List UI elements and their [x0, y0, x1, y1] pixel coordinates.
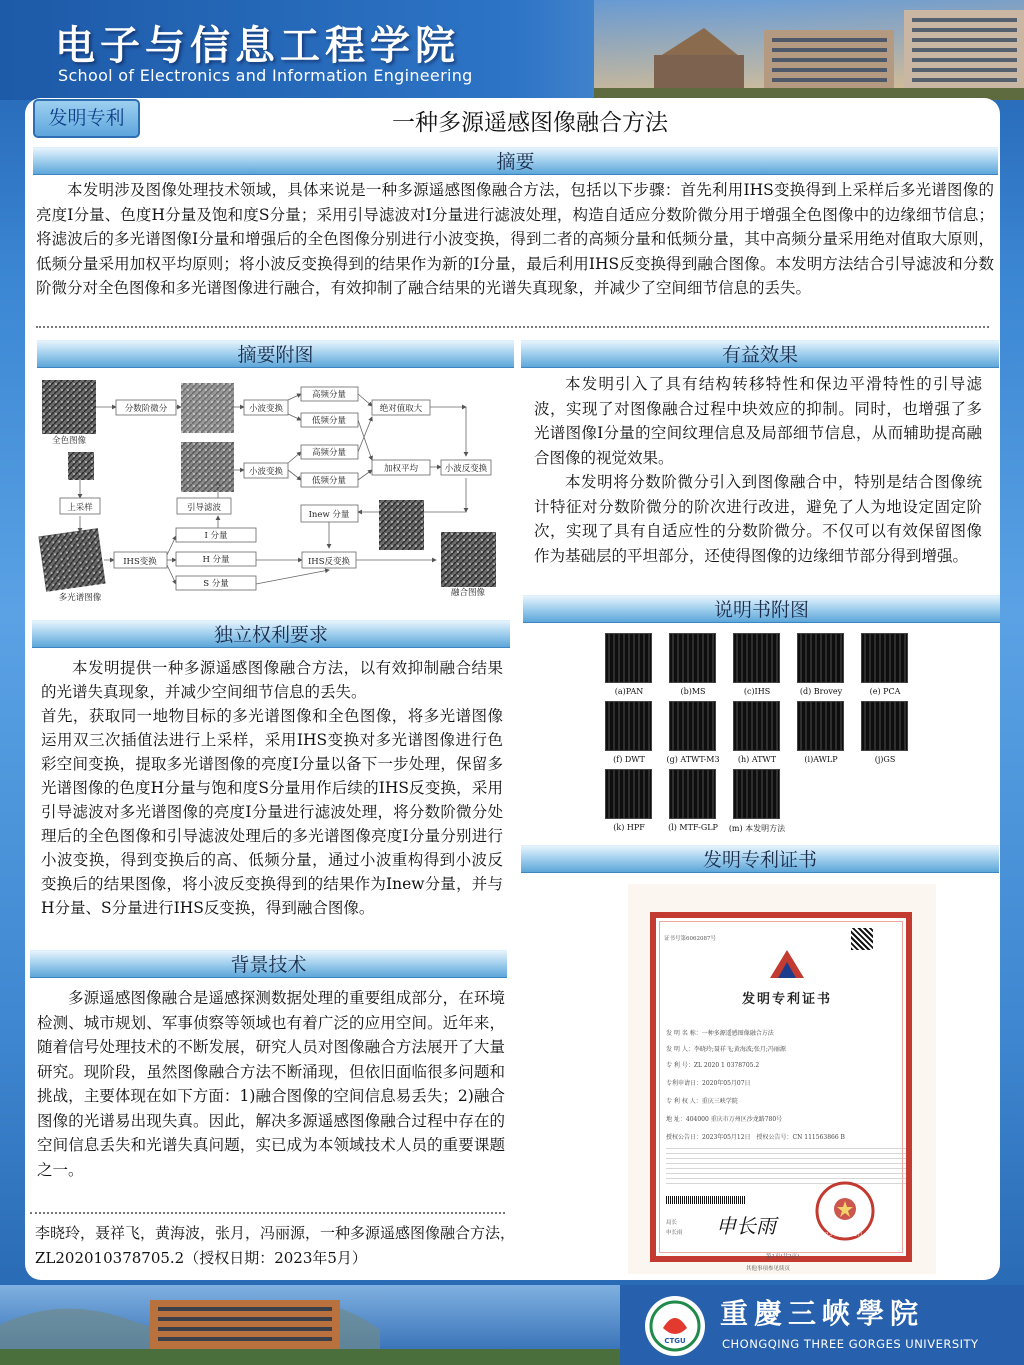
- cert-apply-line: 专利申请日：2020年05月07日: [666, 1080, 751, 1087]
- director-signature: 申长雨: [716, 1214, 776, 1238]
- cert-grant-line: 授权公告日：2023年05月12日 授权公告号：CN 111563866 B: [666, 1134, 845, 1141]
- citation: 李晓玲，聂祥飞，黄海波，张月，冯丽源，一种多源遥感图像融合方法，ZL202010378705.2（授权日期：2023年5月）: [35, 1224, 516, 1267]
- spec-figure-label: (m) 本发明方法: [728, 824, 786, 833]
- spec-figure-label: (j)GS: [874, 755, 896, 764]
- fc-label-absmax: 绝对值取大: [379, 404, 423, 414]
- fc-label-scomp: S 分量: [203, 579, 229, 589]
- spec-figure-thumb: [733, 633, 780, 683]
- college-title-cn: 电子与信息工程学院: [55, 22, 460, 69]
- patent-title: 一种多源遥感图像融合方法: [392, 110, 668, 136]
- cnipa-emblem-icon: [766, 948, 808, 982]
- spec-figure-thumb: [669, 633, 716, 683]
- spec-figure-label: (k) HPF: [613, 823, 645, 832]
- spec-figure-label: (i)AWLP: [804, 755, 838, 764]
- fc-label-frac: 分数阶微分: [124, 404, 168, 414]
- spec-figure-label: (a)PAN: [614, 687, 644, 696]
- inew-image-thumb: [379, 500, 424, 550]
- spec-figure-thumb: [605, 769, 652, 819]
- spec-figure-label: (e) PCA: [869, 687, 901, 696]
- patent-certificate-image: [628, 884, 936, 1274]
- cert-director-name: 申长雨: [666, 1230, 683, 1236]
- claims-text: 本发明提供一种多源遥感图像融合方法，以有效抑制融合结果的光谱失真现象，并减少空间细节信息的丢失。 首先，获取同一地物目标的多光谱图像和全色图像，将多光谱图像运用双三次插值法进行上采样，采用IHS变换对多光谱图像进行色彩空间变换，提取多光谱图像的亮度I分量以备下一步处理，保留多光谱图像的色度H分量与饱和度S分量用作后续的IHS反变换，采用引导滤波对多光谱图像的亮度I分量进行滤波处理，将分数阶微分处理后的全色图像和引导滤波处理后的多光谱图像亮度I分量分别进行小波变换，得到变换后的高、低频分量，通过小波重构得到小波反变换后的结果图像，将小波反变换得到的结果作为Inew分量，并与H分量、S分量进行IHS反变换，得到融合图像。: [41, 659, 503, 917]
- cert-title: 发明专利证书: [741, 992, 832, 1007]
- logo-text: CTGU: [664, 1337, 686, 1345]
- section-heading-abstract: 摘要: [33, 147, 998, 175]
- fc-label-iwt: 小波反变换: [444, 464, 488, 474]
- fc-label-upsample: 上采样: [67, 503, 93, 513]
- fc-label-ihs: IHS变换: [123, 557, 157, 567]
- college-title-en: School of Electronics and Information Engineering: [58, 66, 473, 85]
- section-heading-certificate: 发明专利证书: [521, 845, 999, 873]
- fc-label-guided: 引导滤波: [186, 503, 222, 513]
- fc-label-ms: 多光谱图像: [58, 593, 102, 603]
- qr-code-icon: [851, 928, 873, 950]
- spec-figure-label: (b)MS: [680, 687, 706, 696]
- cert-footer-note: 其他事项参见续页: [746, 1266, 791, 1272]
- spec-figure-label: (h) ATWT: [737, 755, 777, 764]
- background-text: 多源遥感图像融合是遥感探测数据处理的重要组成部分，在环境检测、城市规划、军事侦察等领域也有着广泛的应用空间。近年来，随着信号处理技术的不断发展，研究人员对图像融合方法展开了大量研究。现阶段，虽然图像融合方法不断涌现，但依旧面临很多问题和挑战，主要体现在如下方面：1)融合图像的空间信息易丢失；2)融合图像的光谱易出现失真。因此，解决多源遥感图像融合过程中存在的空间信息丢失和光谱失真问题，实已成为本领域技术人员的重要课题之一。: [37, 989, 505, 1179]
- fc-label-icomp: I 分量: [204, 531, 228, 541]
- spec-figure-thumb: [669, 769, 716, 819]
- fc-label-wavg: 加权平均: [383, 464, 419, 474]
- pan-image-thumb: [42, 380, 96, 434]
- fc-label-hcomp: H 分量: [202, 555, 230, 565]
- abstract-text: 本发明涉及图像处理技术领域，具体来说是一种多源遥感图像融合方法，包括以下步骤：首先利用IHS变换得到上采样后多光谱图像的亮度I分量、色度H分量及饱和度S分量；采用引导滤波对I分量进行滤波处理，构造自适应分数阶微分用于增强全色图像中的边缘细节信息；将滤波后的多光谱图像I分量和增强后的全色图像分别进行小波变换，得到二者的高频分量和低频分量，其中高频分量采用绝对值取大原则，低频分量采用加权平均原则；将小波反变换得到的结果作为新的I分量，最后利用IHS反变换得到融合图像。本发明方法结合引导滤波和分数阶微分对全色图像和多光谱图像进行融合，有效抑制了融合结果的光谱失真现象，并减少了空间细节信息的丢失。: [36, 181, 994, 297]
- spec-figure-thumb: [605, 633, 652, 683]
- spec-figure-label: (c)IHS: [743, 687, 771, 696]
- fused-image-thumb: [441, 532, 496, 587]
- section-heading-benefit: 有益效果: [521, 340, 999, 368]
- fc-label-lf1: 低频分量: [311, 416, 347, 426]
- fc-label-inew: Inew 分量: [308, 510, 350, 520]
- spec-figure-thumb: [605, 701, 652, 751]
- fc-label-wt2: 小波变换: [248, 467, 284, 477]
- spec-figure-label: (f) DWT: [613, 755, 645, 764]
- spec-figure-label: (g) ATWT-M3: [666, 755, 720, 764]
- spec-figure-thumb: [861, 633, 908, 683]
- spec-figure-thumb: [797, 633, 844, 683]
- ms-image-thumb: [38, 528, 105, 592]
- section-heading-spec-figure: 说明书附图: [523, 595, 1000, 623]
- cert-name-line: 发 明 名 称：一种多源遥感图像融合方法: [666, 1030, 774, 1037]
- cert-page-note: 第1页(共2页): [766, 1254, 800, 1260]
- cert-inventor-line: 发 明 人：李晓玲;聂祥飞;黄海波;张月;冯丽源: [666, 1046, 786, 1053]
- section-heading-claims: 独立权利要求: [32, 620, 510, 648]
- divider: [36, 326, 989, 328]
- spec-figure-thumb: [733, 769, 780, 819]
- section-heading-background: 背景技术: [30, 950, 507, 978]
- fc-label-lf2: 低频分量: [311, 476, 347, 486]
- seal-date: 2023年05月12日: [818, 1232, 863, 1238]
- abstract-flowchart: [36, 370, 514, 605]
- spec-figure-label: (d) Brovey: [799, 687, 843, 696]
- fc-label-fused: 融合图像: [450, 588, 486, 598]
- spec-figure-thumb: [669, 701, 716, 751]
- spec-figure-grid: [600, 633, 930, 843]
- spec-figure-thumb: [861, 701, 908, 751]
- benefit-text: 本发明引入了具有结构转移特性和保边平滑特性的引导滤波，实现了对图像融合过程中块效应的抑制。同时，也增强了多光谱图像I分量的空间纹理信息及局部细节信息，从而辅助提高融合图像的视觉效果。 本发明将分数阶微分引入到图像融合中，特别是结合图像统计特征对分数阶微分的阶次进行改进，避免了人为地设定固定阶次，实现了具有自适应性的分数阶微分。不仅可以有效保留图像作为基础层的平坦部分，还使得图像的边缘细节部分得到增强。: [534, 375, 982, 565]
- divider: [30, 1212, 505, 1214]
- cert-owner-line: 专 利 权 人：重庆三峡学院: [666, 1098, 738, 1105]
- cert-director-label: 局长: [666, 1220, 678, 1226]
- fc-label-ihsinv: IHS反变换: [307, 557, 351, 567]
- spec-figure-thumb: [733, 701, 780, 751]
- fc-label-hf1: 高频分量: [311, 390, 347, 400]
- cert-number: 证书号第6062087号: [664, 936, 716, 942]
- category-tag: 发明专利: [33, 99, 140, 138]
- fc-label-hf2: 高频分量: [311, 448, 347, 458]
- university-name-cn: 重慶三峽學院: [720, 1297, 925, 1330]
- barcode-icon: [666, 1196, 746, 1204]
- cert-patent-no-line: 专 利 号：ZL 2020 1 0378705.2: [666, 1062, 760, 1069]
- university-name-en: CHONGQING THREE GORGES UNIVERSITY: [722, 1337, 979, 1351]
- university-logo-icon: [638, 1294, 712, 1358]
- spec-figure-thumb: [797, 701, 844, 751]
- frac-image-thumb: [181, 383, 234, 433]
- ms-small-thumb: [68, 452, 94, 480]
- campus-building-image: [594, 0, 1024, 100]
- cert-address-line: 地 址：404000 重庆市万州区沙龙路780号: [666, 1116, 783, 1123]
- fc-label-pan: 全色图像: [51, 436, 87, 446]
- fc-label-wt1: 小波变换: [248, 404, 284, 414]
- spec-figure-label: (l) MTF-GLP: [668, 823, 718, 832]
- section-heading-abstract-figure: 摘要附图: [37, 340, 514, 368]
- guided-image-thumb: [181, 442, 234, 492]
